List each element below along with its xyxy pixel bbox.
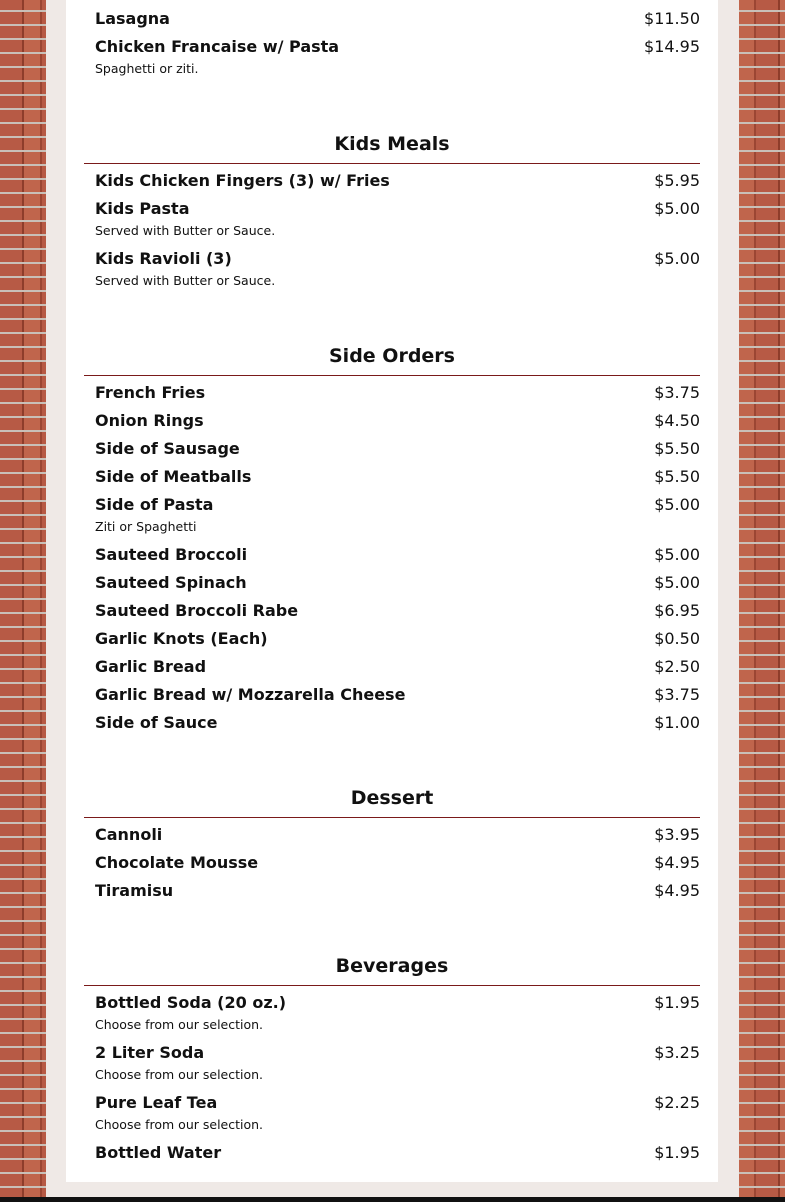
menu-item-side-of-sausage[interactable] xyxy=(95,439,700,461)
menu-item-price: $5.50 xyxy=(654,467,700,486)
menu-item-description: Served with Butter or Sauce. xyxy=(95,273,276,288)
menu-item-price: $4.50 xyxy=(654,411,700,430)
menu-item-side-of-pasta[interactable] xyxy=(95,495,700,517)
menu-item-price: $6.95 xyxy=(654,601,700,620)
menu-item-kids-ravioli-3[interactable] xyxy=(95,249,700,271)
menu-item-name: Kids Pasta xyxy=(95,199,190,218)
menu-item-price: $11.50 xyxy=(644,9,700,28)
page-bottom-bar xyxy=(0,1197,785,1202)
menu-item-tiramisu[interactable] xyxy=(95,881,700,903)
menu-item-price: $14.95 xyxy=(644,37,700,56)
menu-item-name: Kids Chicken Fingers (3) w/ Fries xyxy=(95,171,390,190)
menu-item-price: $3.75 xyxy=(654,685,700,704)
menu-item-name: Sauteed Broccoli xyxy=(95,545,248,564)
menu-item-price: $2.50 xyxy=(654,657,700,676)
menu-item-cannoli[interactable] xyxy=(95,825,700,847)
menu-item-sauteed-broccoli-rabe[interactable] xyxy=(95,601,700,623)
menu-item-price: $5.00 xyxy=(654,249,700,268)
section-title-kids-meals: Kids Meals xyxy=(334,133,450,155)
section-divider xyxy=(84,985,700,986)
menu-item-price: $1.00 xyxy=(654,713,700,732)
menu-item-name: Side of Sausage xyxy=(95,439,240,458)
menu-item-description: Ziti or Spaghetti xyxy=(95,519,197,534)
menu-item-price: $4.95 xyxy=(654,881,700,900)
menu-item-french-fries[interactable] xyxy=(95,383,700,405)
menu-item-description: Spaghetti or ziti. xyxy=(95,61,199,76)
menu-item-price: $2.25 xyxy=(654,1093,700,1112)
menu-item-name: Tiramisu xyxy=(95,881,174,900)
menu-item-onion-rings[interactable] xyxy=(95,411,700,433)
section-divider xyxy=(84,163,700,164)
menu-item-name: Chocolate Mousse xyxy=(95,853,259,872)
menu-item-name: Bottled Soda (20 oz.) xyxy=(95,993,287,1012)
menu-item-lasagna[interactable] xyxy=(95,9,700,31)
menu-item-garlic-knots-each[interactable] xyxy=(95,629,700,651)
menu-item-price: $3.95 xyxy=(654,825,700,844)
menu-item-price: $5.95 xyxy=(654,171,700,190)
menu-item-name: Bottled Water xyxy=(95,1143,222,1162)
menu-item-name: Onion Rings xyxy=(95,411,204,430)
menu-item-name: Chicken Francaise w/ Pasta xyxy=(95,37,340,56)
menu-item-description: Choose from our selection. xyxy=(95,1117,264,1132)
section-title-beverages: Beverages xyxy=(335,955,449,977)
menu-item-price: $4.95 xyxy=(654,853,700,872)
menu-item-name: Garlic Bread xyxy=(95,657,207,676)
menu-item-price: $5.00 xyxy=(654,573,700,592)
menu-item-name: Side of Sauce xyxy=(95,713,218,732)
menu-item-side-of-sauce[interactable] xyxy=(95,713,700,735)
section-title-side-orders: Side Orders xyxy=(329,345,455,367)
menu-item-sauteed-broccoli[interactable] xyxy=(95,545,700,567)
menu-item-name: Sauteed Broccoli Rabe xyxy=(95,601,299,620)
section-title-dessert: Dessert xyxy=(350,787,434,809)
menu-item-description: Served with Butter or Sauce. xyxy=(95,223,276,238)
menu-item-price: $3.25 xyxy=(654,1043,700,1062)
menu-item-bottled-soda-20-oz[interactable] xyxy=(95,993,700,1015)
menu-item-name: Side of Meatballs xyxy=(95,467,252,486)
menu-item-name: Cannoli xyxy=(95,825,163,844)
menu-item-price: $5.00 xyxy=(654,199,700,218)
menu-item-price: $5.00 xyxy=(654,495,700,514)
menu-item-2-liter-soda[interactable] xyxy=(95,1043,700,1065)
menu-item-price: $3.75 xyxy=(654,383,700,402)
menu-item-chocolate-mousse[interactable] xyxy=(95,853,700,875)
menu-item-price: $5.00 xyxy=(654,545,700,564)
menu-item-kids-pasta[interactable] xyxy=(95,199,700,221)
menu-item-pure-leaf-tea[interactable] xyxy=(95,1093,700,1115)
menu-item-price: $5.50 xyxy=(654,439,700,458)
menu-item-name: Side of Pasta xyxy=(95,495,214,514)
menu-item-name: French Fries xyxy=(95,383,206,402)
menu-item-chicken-francaise-w-pasta[interactable] xyxy=(95,37,700,59)
menu-item-price: $1.95 xyxy=(654,993,700,1012)
menu-item-description: Choose from our selection. xyxy=(95,1017,264,1032)
menu-item-name: Sauteed Spinach xyxy=(95,573,247,592)
menu-item-name: Pure Leaf Tea xyxy=(95,1093,218,1112)
section-divider xyxy=(84,817,700,818)
menu-item-kids-chicken-fingers-3-w-fries[interactable] xyxy=(95,171,700,193)
menu-item-garlic-bread[interactable] xyxy=(95,657,700,679)
menu-item-price: $0.50 xyxy=(654,629,700,648)
menu-item-description: Choose from our selection. xyxy=(95,1067,264,1082)
menu-item-side-of-meatballs[interactable] xyxy=(95,467,700,489)
menu-item-name: Kids Ravioli (3) xyxy=(95,249,232,268)
menu-item-name: Lasagna xyxy=(95,9,170,28)
section-divider xyxy=(84,375,700,376)
menu-item-name: Garlic Knots (Each) xyxy=(95,629,268,648)
menu-item-price: $1.95 xyxy=(654,1143,700,1162)
menu-item-name: 2 Liter Soda xyxy=(95,1043,205,1062)
menu-item-name: Garlic Bread w/ Mozzarella Cheese xyxy=(95,685,406,704)
menu-item-sauteed-spinach[interactable] xyxy=(95,573,700,595)
menu-item-bottled-water[interactable] xyxy=(95,1143,700,1165)
menu-item-garlic-bread-w-mozzarella-cheese[interactable] xyxy=(95,685,700,707)
